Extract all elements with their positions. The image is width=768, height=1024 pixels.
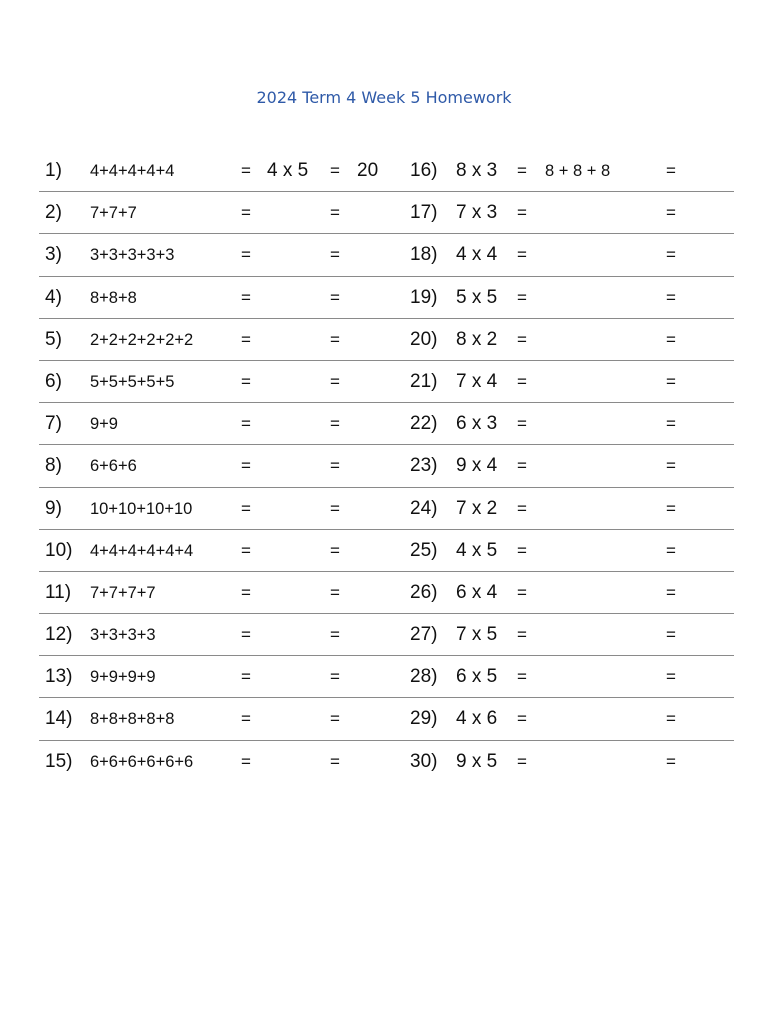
equals-sign: = (330, 161, 340, 180)
equals-sign: = (666, 329, 676, 349)
table-row (39, 277, 734, 319)
equals-sign: = (666, 371, 676, 391)
left-repeated-addition: 9+9+9+9 (90, 668, 156, 687)
equals-sign: = (666, 456, 676, 476)
table-row (39, 488, 734, 530)
equals-sign: = (666, 414, 676, 434)
left-repeated-addition: 6+6+6 (90, 457, 137, 476)
left-repeated-addition: 2+2+2+2+2+2 (90, 330, 194, 349)
right-question-number: 26) (410, 581, 438, 603)
equals-sign: = (666, 625, 676, 645)
left-repeated-addition: 8+8+8 (90, 288, 137, 307)
left-question-number: 11) (45, 581, 72, 603)
left-repeated-addition: 6+6+6+6+6+6 (90, 752, 194, 771)
left-repeated-addition: 7+7+7 (90, 204, 137, 223)
left-question-number: 3) (45, 244, 62, 266)
left-question-number: 13) (45, 666, 73, 688)
right-question-number: 18) (410, 244, 438, 266)
right-question-number: 27) (410, 624, 438, 646)
right-question-number: 29) (410, 708, 438, 730)
right-multiplication: 6 x 5 (456, 666, 498, 688)
equals-sign: = (517, 456, 527, 476)
equals-sign: = (330, 751, 340, 771)
table-row (39, 614, 734, 656)
right-question-number: 19) (410, 286, 438, 308)
table-row (39, 656, 734, 698)
equals-sign: = (330, 709, 340, 729)
equals-sign: = (666, 582, 676, 602)
left-question-number: 10) (45, 539, 73, 561)
equals-sign: = (330, 540, 340, 560)
left-repeated-addition: 7+7+7+7 (90, 583, 156, 602)
equals-sign: = (241, 540, 251, 560)
equals-sign: = (517, 540, 527, 560)
right-multiplication: 4 x 4 (456, 244, 498, 266)
equals-sign: = (241, 498, 251, 518)
equals-sign: = (241, 371, 251, 391)
right-question-number: 25) (410, 539, 438, 561)
equals-sign: = (330, 329, 340, 349)
equals-sign: = (517, 582, 527, 602)
equals-sign: = (666, 203, 676, 223)
equals-sign: = (666, 498, 676, 518)
left-question-number: 9) (45, 497, 62, 519)
equals-sign: = (666, 667, 676, 687)
right-question-number: 28) (410, 666, 438, 688)
equals-sign: = (241, 667, 251, 687)
table-row (39, 741, 734, 783)
equals-sign: = (330, 456, 340, 476)
right-question-number: 20) (410, 328, 438, 350)
left-question-number: 7) (45, 413, 62, 435)
equals-sign: = (517, 751, 527, 771)
equals-sign: = (241, 414, 251, 434)
equals-sign: = (517, 203, 527, 223)
left-question-number: 8) (45, 455, 62, 477)
left-multiplication-answer: 4 x 5 (267, 160, 309, 181)
equals-sign: = (517, 245, 527, 265)
table-row (39, 403, 734, 445)
left-repeated-addition: 9+9 (90, 415, 118, 434)
table-row (39, 572, 734, 614)
right-multiplication: 8 x 3 (456, 160, 498, 181)
right-question-number: 22) (410, 413, 438, 435)
equals-sign: = (330, 203, 340, 223)
equals-sign: = (330, 498, 340, 518)
equals-sign: = (330, 667, 340, 687)
equals-sign: = (241, 751, 251, 771)
right-multiplication: 9 x 4 (456, 455, 498, 477)
table-row (39, 530, 734, 572)
right-multiplication: 7 x 2 (456, 497, 498, 519)
equals-sign: = (666, 245, 676, 265)
right-multiplication: 9 x 5 (456, 750, 498, 772)
equals-sign: = (241, 709, 251, 729)
equals-sign: = (666, 161, 676, 180)
equals-sign: = (517, 414, 527, 434)
left-repeated-addition: 3+3+3+3 (90, 626, 156, 645)
equals-sign: = (666, 751, 676, 771)
left-question-number: 6) (45, 370, 62, 392)
equals-sign: = (330, 625, 340, 645)
equals-sign: = (666, 540, 676, 560)
left-question-number: 14) (45, 708, 73, 730)
left-repeated-addition: 4+4+4+4+4 (90, 162, 175, 180)
table-row (39, 234, 734, 276)
left-question-number: 5) (45, 328, 62, 350)
left-question-number: 1) (45, 160, 62, 181)
right-question-number: 30) (410, 750, 438, 772)
table-row (39, 319, 734, 361)
equals-sign: = (517, 667, 527, 687)
right-multiplication: 7 x 4 (456, 370, 498, 392)
left-repeated-addition: 5+5+5+5+5 (90, 372, 175, 391)
equals-sign: = (517, 709, 527, 729)
left-result-answer: 20 (357, 160, 379, 181)
equals-sign: = (330, 287, 340, 307)
equals-sign: = (330, 371, 340, 391)
table-row (39, 698, 734, 740)
equals-sign: = (517, 329, 527, 349)
equals-sign: = (517, 287, 527, 307)
equals-sign: = (241, 329, 251, 349)
table-row (39, 445, 734, 487)
table-row (39, 361, 734, 403)
left-repeated-addition: 8+8+8+8+8 (90, 710, 175, 729)
equals-sign: = (666, 709, 676, 729)
right-repeated-addition-answer: 8 + 8 + 8 (545, 162, 611, 180)
left-question-number: 2) (45, 202, 62, 224)
table-row (39, 150, 734, 192)
left-question-number: 12) (45, 624, 73, 646)
equals-sign: = (330, 414, 340, 434)
right-multiplication: 7 x 5 (456, 624, 498, 646)
left-repeated-addition: 4+4+4+4+4+4 (90, 541, 194, 560)
equals-sign: = (517, 161, 527, 180)
equals-sign: = (330, 582, 340, 602)
left-repeated-addition: 10+10+10+10 (90, 499, 193, 518)
right-question-number: 23) (410, 455, 438, 477)
table-row (39, 192, 734, 234)
equals-sign: = (330, 245, 340, 265)
right-multiplication: 6 x 3 (456, 413, 498, 435)
right-question-number: 24) (410, 497, 438, 519)
equals-sign: = (517, 371, 527, 391)
right-multiplication: 7 x 3 (456, 202, 498, 224)
right-question-number: 16) (410, 160, 438, 181)
right-multiplication: 4 x 6 (456, 708, 498, 730)
right-multiplication: 6 x 4 (456, 581, 498, 603)
equals-sign: = (241, 245, 251, 265)
homework-table (39, 150, 734, 783)
equals-sign: = (241, 456, 251, 476)
equals-sign: = (517, 625, 527, 645)
equals-sign: = (517, 498, 527, 518)
right-question-number: 17) (410, 202, 438, 224)
equals-sign: = (241, 582, 251, 602)
right-multiplication: 4 x 5 (456, 539, 498, 561)
left-repeated-addition: 3+3+3+3+3 (90, 246, 175, 265)
equals-sign: = (241, 625, 251, 645)
left-question-number: 4) (45, 286, 62, 308)
equals-sign: = (241, 161, 251, 180)
right-multiplication: 5 x 5 (456, 286, 498, 308)
equals-sign: = (241, 203, 251, 223)
equals-sign: = (241, 287, 251, 307)
left-question-number: 15) (45, 750, 73, 772)
worksheet-title: 2024 Term 4 Week 5 Homework (256, 88, 512, 107)
equals-sign: = (666, 287, 676, 307)
right-question-number: 21) (410, 370, 438, 392)
right-multiplication: 8 x 2 (456, 328, 498, 350)
